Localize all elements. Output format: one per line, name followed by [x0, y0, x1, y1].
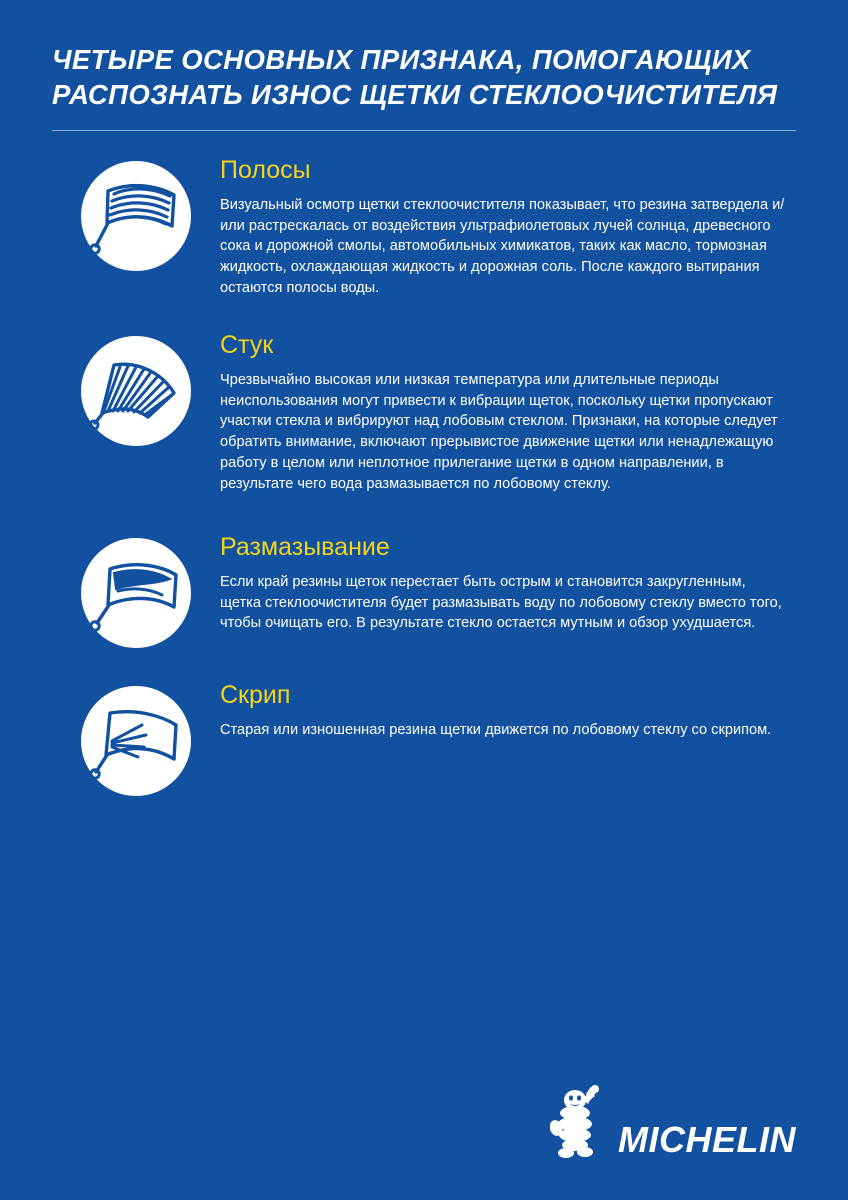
wiper-streaks-icon: [81, 161, 191, 271]
icon-column: [52, 534, 220, 648]
section-title: Стук: [220, 331, 274, 360]
section-title: Полосы: [220, 156, 311, 185]
section-body: Если край резины щеток перестает быть острым и становится закругленным, щетка стеклоочистителя будет размазывать воду по лобовому стеклу вместо того, чтобы очищать его. В результате стекло остается мутным и обзор ухудшается.: [220, 573, 782, 632]
section-squeak: [52, 682, 796, 796]
icon-column: [52, 332, 220, 446]
michelin-man-icon: [550, 1084, 608, 1158]
brand-wordmark: MICHELIN: [618, 1119, 796, 1160]
header: [52, 0, 796, 131]
icon-column: [52, 157, 220, 271]
brand-logo: [550, 1084, 796, 1158]
icon-column: [52, 682, 220, 796]
sections-list: [52, 157, 796, 796]
wiper-squeak-icon: [81, 686, 191, 796]
section-title: Скрип: [220, 681, 291, 710]
section-title: Размазывание: [220, 533, 390, 562]
section-smearing: [52, 534, 796, 648]
text-column: [220, 332, 796, 494]
header-divider: [52, 130, 796, 131]
text-column: [220, 682, 796, 740]
section-chatter: [52, 332, 796, 494]
section-body: Чрезвычайно высокая или низкая температура или длительные периоды неиспользования могут привести к вибрации щеток, поскольку щетки пропускают участки стекла и вибрируют над лобовым стеклом. Признаки, на которые следует обратить внимание, включают прерывистое движение щетки или ненадлежащую работу в целом или неплотное прилегание щетки в одном направлении, в результате чего вода размазывается по лобовому стеклу.: [220, 371, 778, 492]
wiper-smearing-icon: [81, 538, 191, 648]
section-body: Визуальный осмотр щетки стеклоочистителя показывает, что резина затвердела и/или растрескалась от воздействия ультрафиолетовых лучей солнца, древесного сока и дорожной смолы, автомобильных химикатов, таких как масло, тормозная жидкость, охлаждающая жидкость и дорожная соль. После каждого вытирания остаются полосы воды.: [220, 196, 785, 296]
wiper-chatter-icon: [81, 336, 191, 446]
page-title: ЧЕТЫРЕ ОСНОВНЫХ ПРИЗНАКА, ПОМОГАЮЩИХ РАСПОЗНАТЬ ИЗНОС ЩЕТКИ СТЕКЛООЧИСТИТЕЛЯ: [52, 44, 778, 111]
section-stripes: [52, 157, 796, 298]
section-body: Старая или изношенная резина щетки движется по лобовому стеклу со скрипом.: [220, 721, 772, 738]
text-column: [220, 157, 796, 298]
text-column: [220, 534, 796, 634]
